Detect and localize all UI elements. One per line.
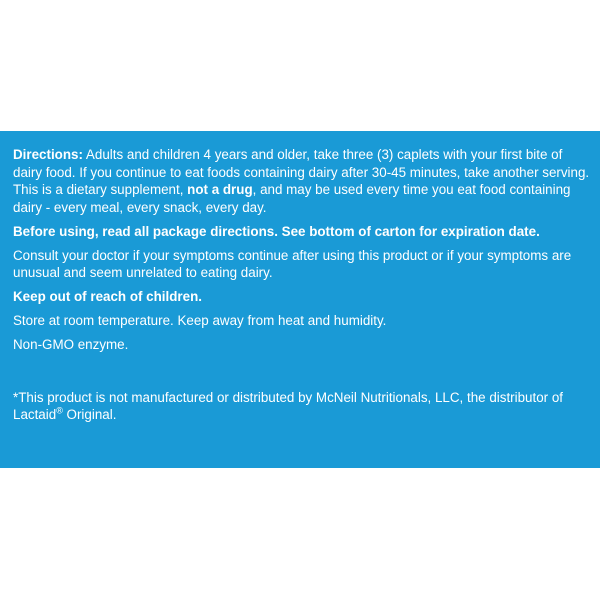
- enzyme-note: Non-GMO enzyme.: [13, 337, 129, 352]
- directions-label: Directions:: [13, 147, 83, 162]
- consult-doctor-text: Consult your doctor if your symptoms continue after using this product or if your symptoms are unusual and seem unrelated to eating dairy.: [13, 247, 572, 280]
- label-text-block: [13, 146, 591, 430]
- directions-text-1: Adults and children 4 years and older, take three (3) caplets with your first bite of dairy food. If you continue to eat foods containing dairy after 30-45 minutes, take another serving. This is a dietary supplement,: [13, 147, 590, 197]
- footnote-text: *This product is not manufactured or distributed by McNeil Nutritionals, LLC, the distributor of Lactaid: [13, 389, 564, 422]
- footnote-suffix: Original.: [62, 407, 117, 422]
- storage-instructions: Store at room temperature. Keep away from heat and humidity.: [13, 313, 387, 328]
- directions-paragraph: [13, 146, 591, 216]
- before-using-warning: Before using, read all package directions. See bottom of carton for expiration date.: [13, 223, 540, 239]
- distributor-footnote: [13, 389, 591, 424]
- keep-out-of-reach-warning: Keep out of reach of children.: [13, 289, 202, 304]
- directions-text-2: , and may be used every time you eat food containing dairy - every meal, every snack, every day.: [13, 182, 571, 215]
- directions-emphasis: not a drug: [187, 182, 253, 197]
- registered-mark: ®: [56, 405, 63, 416]
